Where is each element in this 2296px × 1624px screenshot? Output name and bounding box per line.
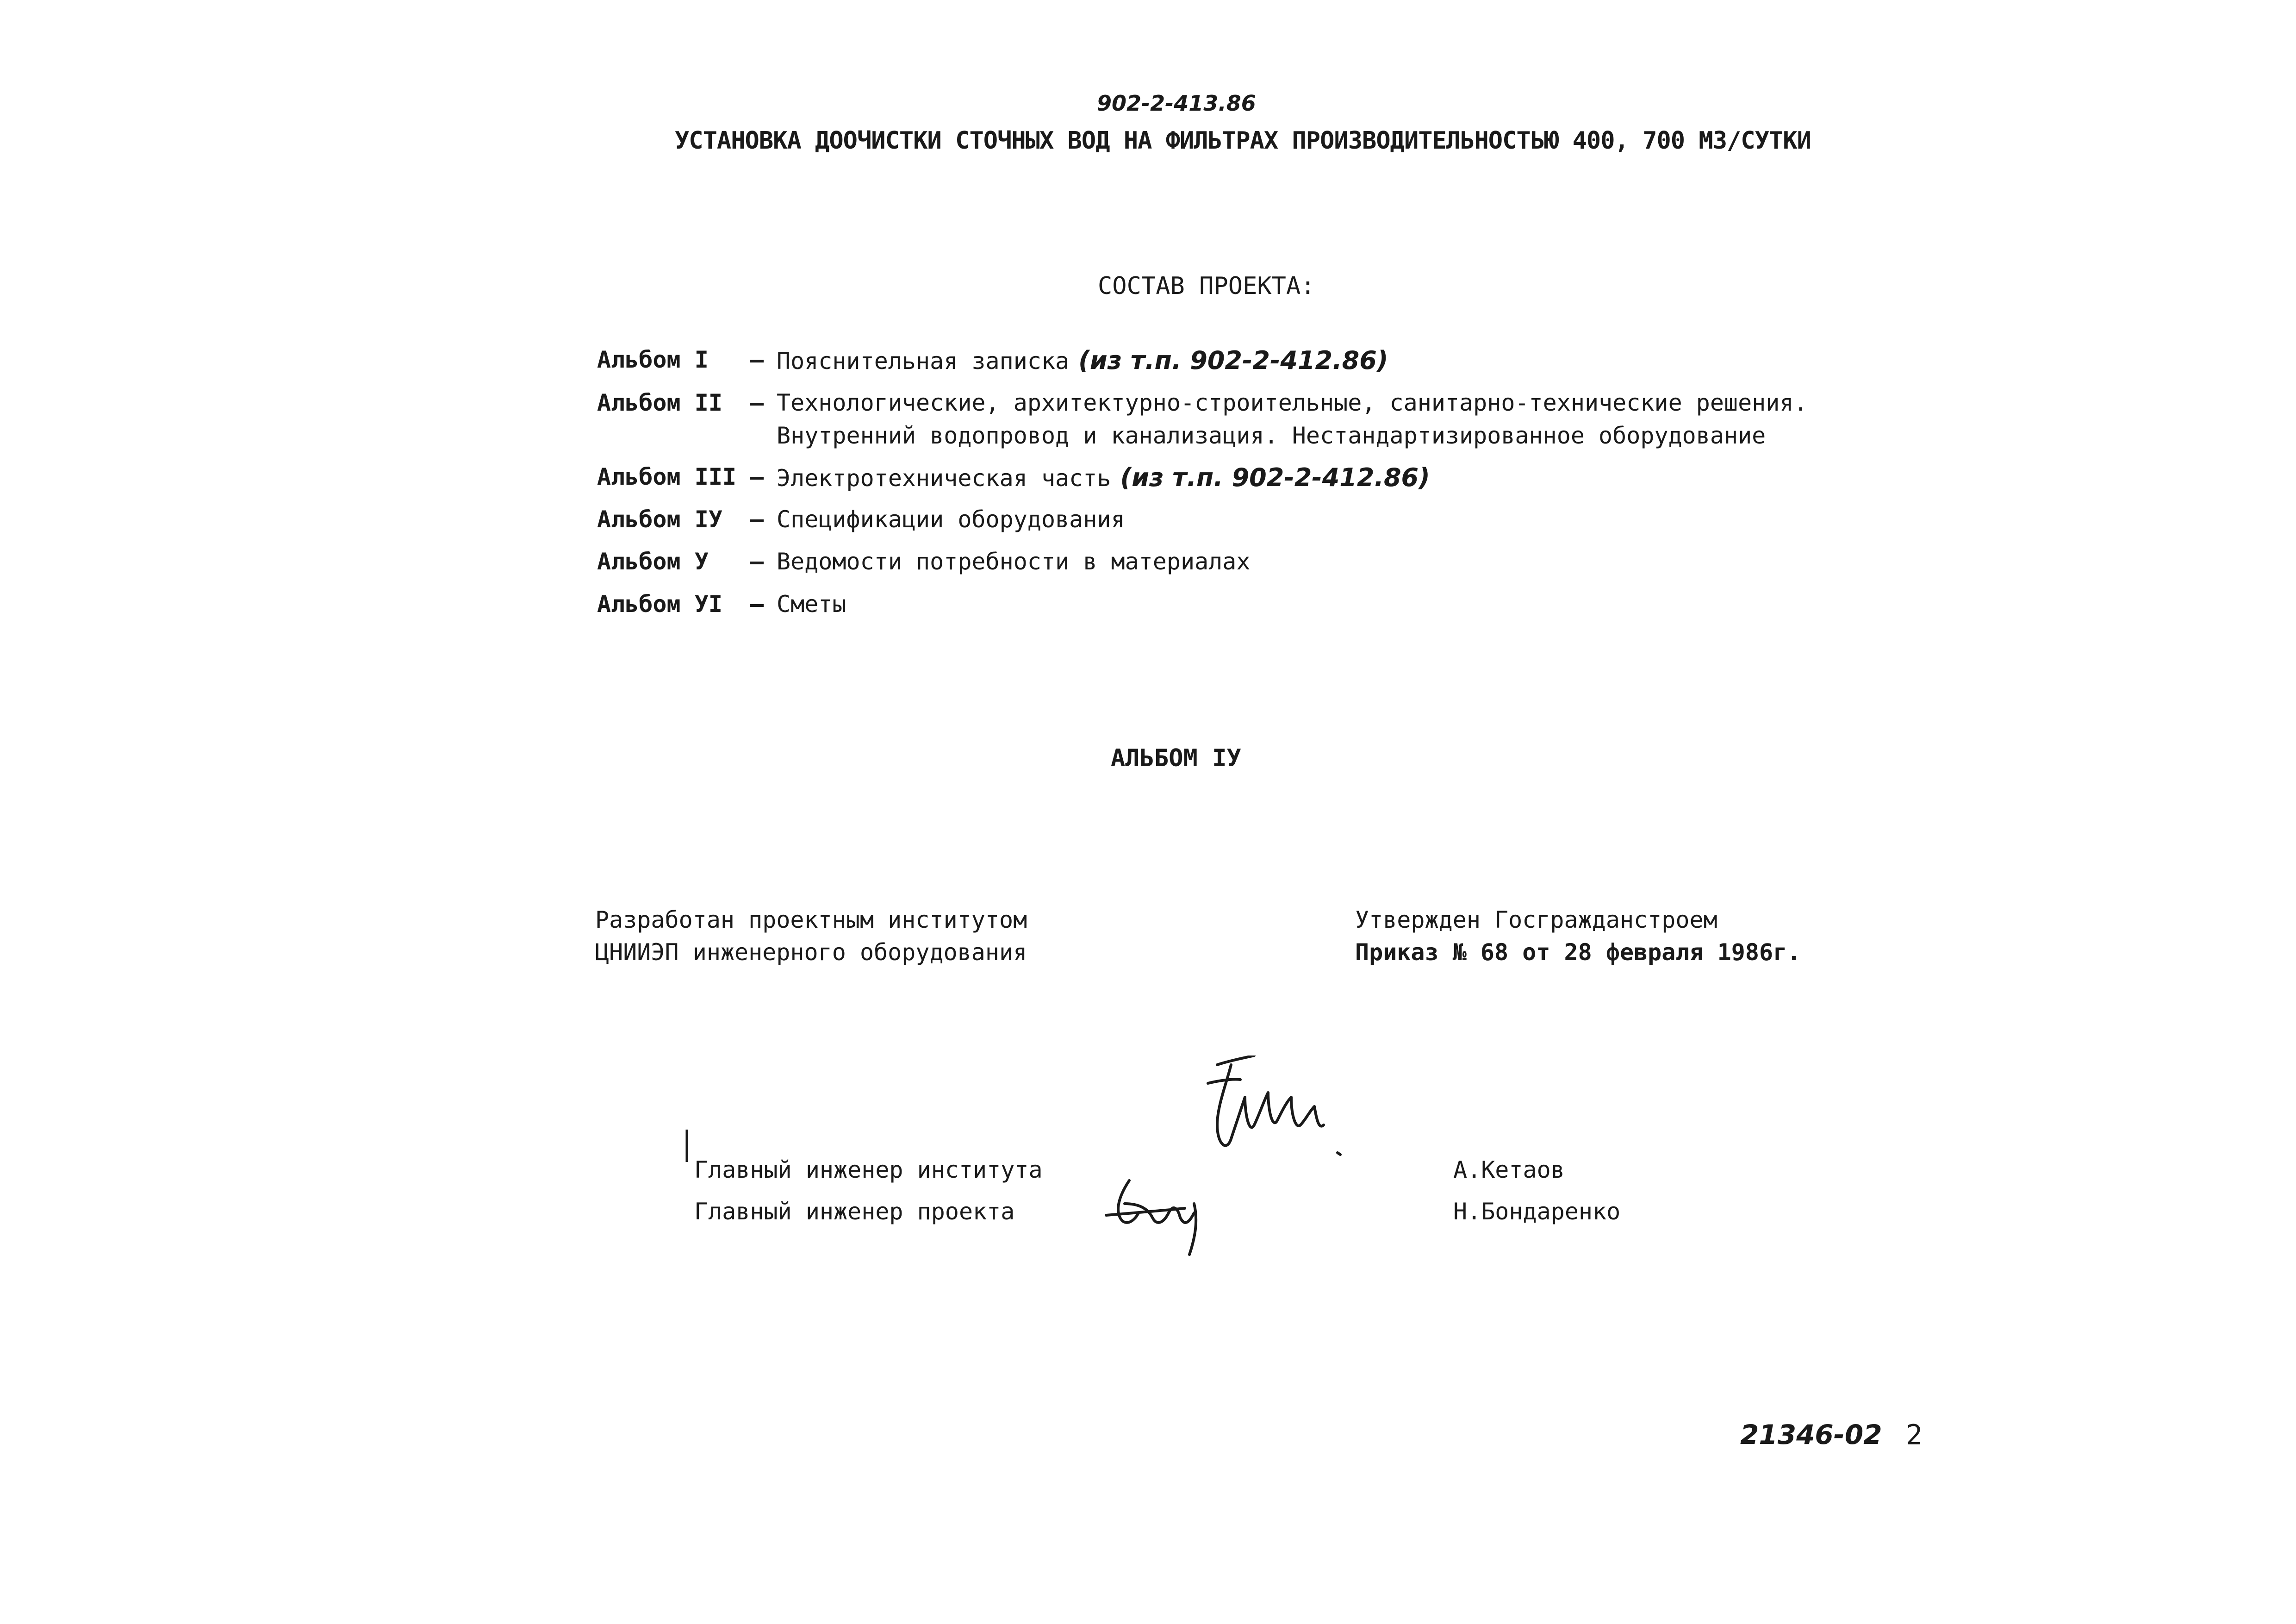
signatory-role-2: Главный инженер проекта <box>694 1198 1015 1225</box>
album-dash: – <box>750 591 764 618</box>
composition-heading: СОСТАВ ПРОЕКТА: <box>1098 272 1315 300</box>
album-description: Спецификации оборудования <box>777 506 1125 533</box>
signatory-name-1: А.Кетаов <box>1453 1156 1565 1183</box>
album-description-text: Пояснительная записка <box>777 348 1070 375</box>
handwritten-signatures <box>1078 1056 1365 1259</box>
album-description: Сметы <box>777 591 846 618</box>
album-description <box>777 465 1430 490</box>
stamp-number: 21346-02 <box>1740 1419 1882 1450</box>
developer-line-1: Разработан проектным институтом <box>595 906 1027 933</box>
album-description-continued: Внутренний водопровод и канализация. Нестандартизированное оборудование <box>777 422 1766 449</box>
developer-line-2: ЦНИИЭП инженерного оборудования <box>595 939 1027 966</box>
album-dash: – <box>750 548 764 575</box>
album-description <box>777 348 1388 373</box>
signatory-name-2: Н.Бондаренко <box>1453 1198 1621 1225</box>
album-description: Технологические, архитектурно-строительные, санитарно-технические решения. <box>777 389 1808 416</box>
album-source-note: (из т.п. 902-2-412.86) <box>1120 463 1430 492</box>
album-label: Альбом II <box>597 389 722 416</box>
album-dash: – <box>750 389 764 416</box>
document-title: УСТАНОВКА ДООЧИСТКИ СТОЧНЫХ ВОД НА ФИЛЬТРАХ ПРОИЗВОДИТЕЛЬНОСТЬЮ 400, 700 М3/СУТКИ <box>675 127 1811 155</box>
signatory-role-1: Главный инженер института <box>694 1156 1043 1183</box>
album-dash: – <box>750 463 764 490</box>
album-label: Альбом I <box>597 346 709 373</box>
approval-line-2: Приказ № 68 от 28 февраля 1986г. <box>1355 939 1801 966</box>
album-label: Альбом УI <box>597 591 722 618</box>
album-source-note: (из т.п. 902-2-412.86) <box>1078 346 1388 375</box>
margin-tick-mark <box>685 1130 689 1162</box>
approval-line-1: Утвержден Госгражданстроем <box>1355 906 1717 933</box>
album-label: Альбом III <box>597 463 737 490</box>
album-label: Альбом У <box>597 548 709 575</box>
album-dash: – <box>750 346 764 373</box>
album-description-text: Электротехническая часть <box>777 465 1111 492</box>
album-dash: – <box>750 506 764 533</box>
album-title: АЛЬБОМ IУ <box>1111 744 1241 772</box>
album-label: Альбом IУ <box>597 506 722 533</box>
page-number: 2 <box>1906 1419 1923 1451</box>
document-code: 902-2-413.86 <box>1097 91 1256 116</box>
album-description: Ведомости потребности в материалах <box>777 548 1251 575</box>
